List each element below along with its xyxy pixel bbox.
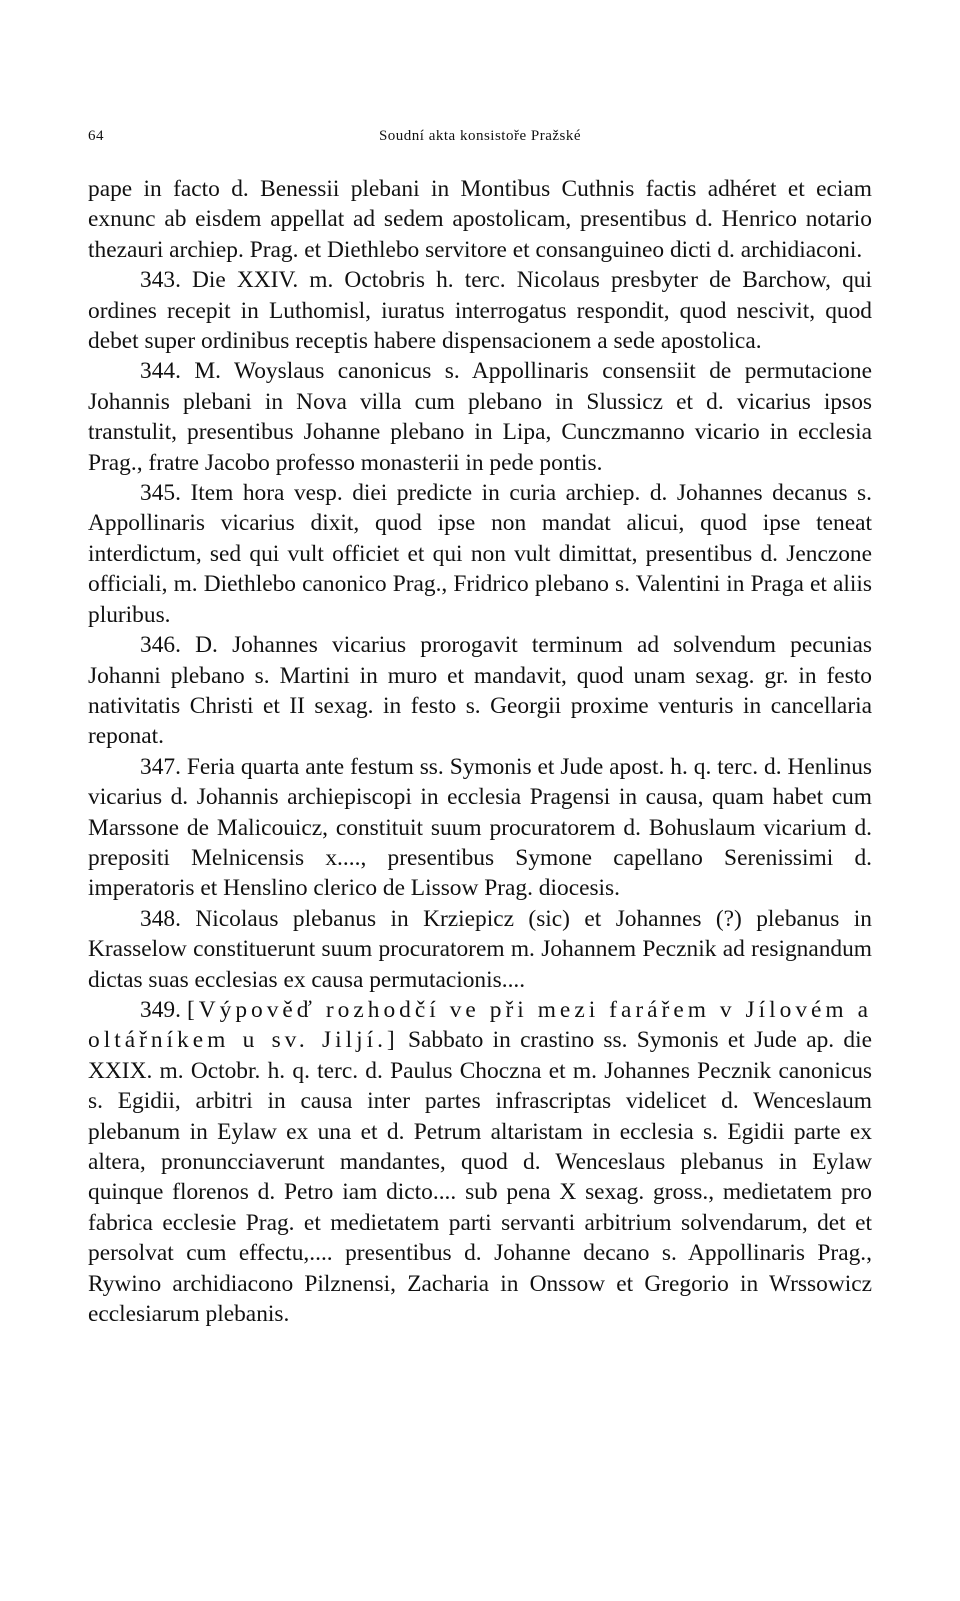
page-number: 64 <box>88 128 104 144</box>
entry-348: 348. Nicolaus plebanus in Krziepicz (sic) et Johannes (?) plebanus in Krasselow constituerunt suum procuratorem m. Johannem Pecznik ad resignandum dictas suas ecclesias ex causa permutacionis.... <box>88 905 872 993</box>
document-page <box>88 128 872 1329</box>
paragraph-continuation: pape in facto d. Benessii plebani in Montibus Cuthnis factis adhéret et eciam exnunc ab eisdem appellat ad sedem apostolicam, presentibus d. Henrico notario thezauri archiep. Prag. et Diethlebo servitore et consanguineo dicti d. archidiaconi. <box>88 176 872 263</box>
entry-text: Sabbato in crastino ss. Symonis et Jude ap. die XXIX. m. Octobr. h. q. terc. d. Paulus Choczna et m. Johannes Pecznik canonicus s. Egidii, arbitri in causa inter partes infrascriptas videlicet d. Wenceslaum plebanum in Eylaw ex una et d. Petrum altaristam in ecclesia s. Egidii parte ex altera, pronuncciaverunt mandantes, quod d. Wenceslaus plebanus in Eylaw quinque florenos d. Petro iam dicto.... sub pena X sexag. gross., medietatem pro fabrica ecclesie Prag. et medietatem parti servanti arbitrium solvendarum, det et persolvat cum effectu,.... presentibus d. Johanne decano s. Appollinaris Prag., Rywino archidiacono Pilznensi, Zacharia in Onssow et Gregorio in Wrssowicz ecclesiarum plebanis. <box>88 1027 872 1328</box>
running-title: Soudní akta konsistoře Pražské <box>378 128 582 144</box>
entry-347: 347. Feria quarta ante festum ss. Symonis et Jude apost. h. q. terc. d. Henlinus vicarius d. Johannis archiepiscopi in ecclesia Pragensi in causa, quam habet cum Marssone de Malicouicz, constituit suum procuratorem d. Bohuslaum vicarium d. prepositi Melnicensis x...., presentibus Symone capellano Serenissimi d. imperatoris et Henslino clerico de Lissow Prag. diocesis. <box>88 753 872 902</box>
running-header <box>88 128 872 152</box>
entry-349 <box>88 995 872 1329</box>
entry-344: 344. M. Woyslaus canonicus s. Appollinaris consensiit de permutacione Johannis plebani in Nova villa cum plebano in Slussicz et d. vicarius ipsos transtulit, presentibus Johanne plebano in Lipa, Cunczmanno vicario in ecclesia Prag., fratre Jacobo professo monasterii in pede pontis. <box>88 358 872 476</box>
body-text <box>88 174 872 1329</box>
entry-number: 349. <box>140 996 181 1023</box>
entry-346: 346. D. Johannes vicarius prorogavit terminum ad solvendum pecunias Johanni plebano s. Martini in muro et mandavit, quod unam sexag. gr. in festo nativitatis Christi et II sexag. in festo s. Georgii proxime venturis in cancellaria reponat. <box>88 632 872 750</box>
entry-345: 345. Item hora vesp. diei predicte in curia archiep. d. Johannes decanus s. Appollinaris vicarius dixit, quod ipse non mandat alicui, quod ipse teneat interdictum, sed qui vult officiet et qui non vult dimittat, presentibus d. Jenczone officiali, m. Diethlebo canonico Prag., Fridrico plebano s. Valentini in Praga et aliis pluribus. <box>88 480 872 628</box>
entry-343: 343. Die XXIV. m. Octobris h. terc. Nicolaus presbyter de Barchow, qui ordines recepit in Luthomisl, iuratus interrogatus respondit, quod nescivit, quod debet super ordinibus receptis habere dispensacionem a sede apostolica. <box>88 267 872 355</box>
czech-heading: [Výpověď rozhodčí ve při mezi farářem v Jílovém a oltářníkem u sv. Jiljí.] <box>88 996 872 1054</box>
